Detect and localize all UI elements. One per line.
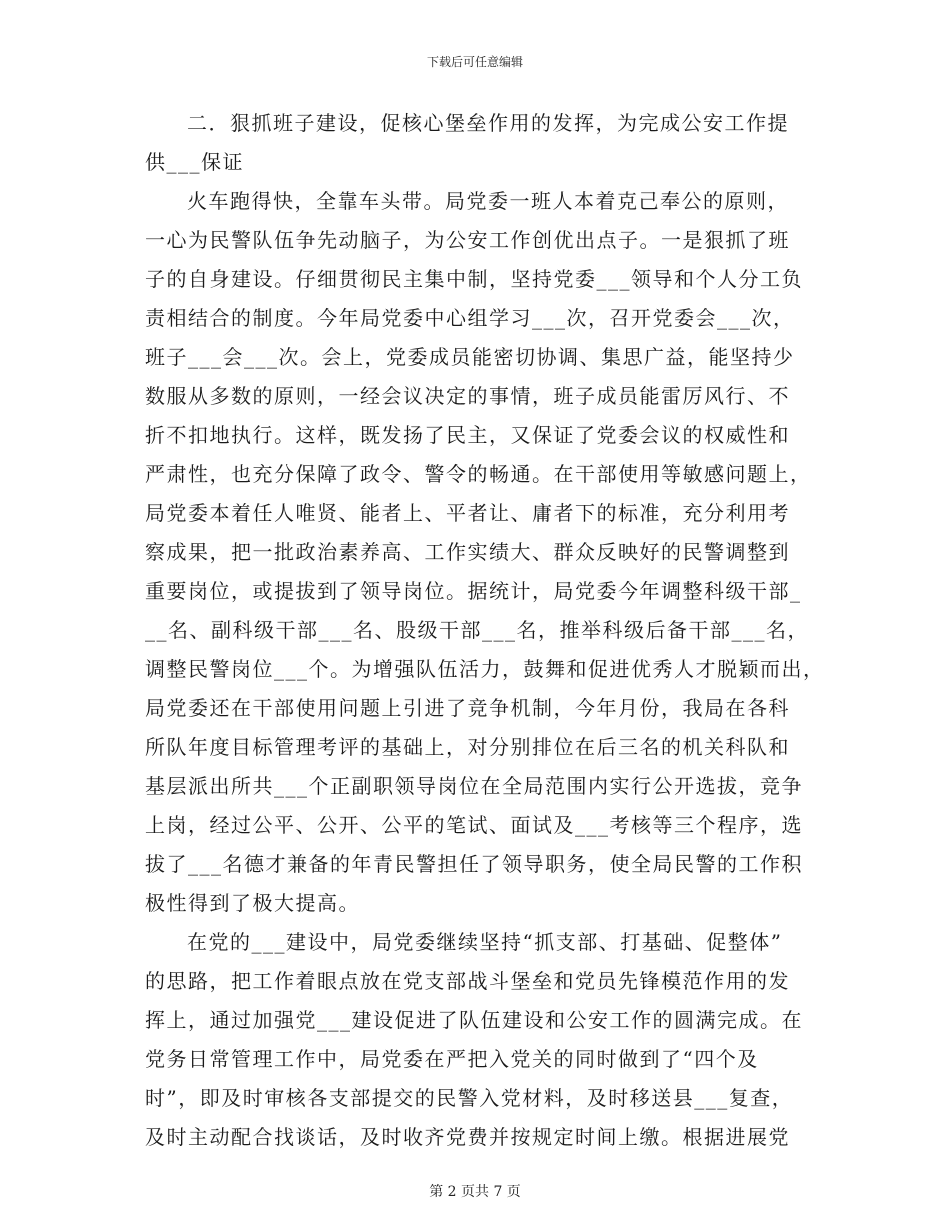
paragraph-line: 调整民警岗位___个。为增强队伍活力，鼓舞和促进优秀人才脱颖而出， bbox=[145, 657, 825, 681]
paragraph-line: 数服从多数的原则，一经会议决定的事情，班子成员能雷厉风行、不 bbox=[145, 384, 790, 408]
paragraph-line: 火车跑得快，全靠车头带。局党委一班人本着克己奉公的原则， bbox=[187, 189, 789, 213]
section-heading-line-2: 供___保证 bbox=[145, 150, 244, 174]
section-heading-line-1: 二．狠抓班子建设，促核心堡垒作用的发挥，为完成公安工作提 bbox=[187, 111, 789, 135]
paragraph-line: 上岗，经过公平、公开、公平的笔试、面试及___考核等三个程序，选 bbox=[145, 813, 803, 837]
paragraph-line: 挥上，通过加强党___建设促进了队伍建设和公安工作的圆满完成。在 bbox=[145, 1008, 803, 1032]
paragraph-line: 子的自身建设。仔细贯彻民主集中制，坚持党委___领导和个人分工负 bbox=[145, 267, 803, 291]
paragraph-line: 基层派出所共___个正副职领导岗位在全局范围内实行公开选拔，竞争 bbox=[145, 774, 803, 798]
paragraph-line: 责相结合的制度。今年局党委中心组学习___次，召开党委会___次， bbox=[145, 306, 795, 330]
paragraph-line: 所队年度目标管理考评的基础上，对分别排位在后三名的机关科队和 bbox=[145, 735, 790, 759]
paragraph-line: 党务日常管理工作中，局党委在严把入党关的同时做到了“四个及 bbox=[145, 1047, 759, 1071]
paragraph-line: 一心为民警队伍争先动脑子，为公安工作创优出点子。一是狠抓了班 bbox=[145, 228, 790, 252]
document-body bbox=[145, 104, 825, 1157]
page-header: 下载后可任意编辑 bbox=[426, 55, 523, 69]
paragraph-line: __名、副科级干部___名、股级干部___名，推举科级后备干部___名， bbox=[145, 618, 809, 642]
paragraph-line: 局党委还在干部使用问题上引进了竞争机制，今年月份，我局在各科 bbox=[145, 696, 790, 720]
paragraph-line: 班子___会___次。会上，党委成员能密切协调、集思广益，能坚持少 bbox=[145, 345, 795, 369]
paragraph-line: 察成果，把一批政治素养高、工作实绩大、群众反映好的民警调整到 bbox=[145, 540, 790, 564]
paragraph-line: 时”，即及时审核各支部提交的民警入党材料，及时移送县___复查， bbox=[145, 1086, 794, 1110]
paragraph-line: 折不扣地执行。这样，既发扬了民主，又保证了党委会议的权威性和 bbox=[145, 423, 790, 447]
paragraph-line: 局党委本着任人唯贤、能者上、平者让、庸者下的标准，充分利用考 bbox=[145, 501, 790, 525]
paragraph-line: 严肃性，也充分保障了政令、警令的畅通。在干部使用等敏感问题上， bbox=[145, 462, 812, 486]
paragraph-line: 的思路，把工作着眼点放在党支部战斗堡垒和党员先锋模范作用的发 bbox=[145, 969, 790, 993]
paragraph-line: 重要岗位，或提拔到了领导岗位。据统计，局党委今年调整科级干部_ bbox=[145, 579, 802, 603]
paragraph-line: 拔了___名德才兼备的年青民警担任了领导职务，使全局民警的工作积 bbox=[145, 852, 803, 876]
paragraph-line: 在党的___建设中，局党委继续坚持“抓支部、打基础、促整体” bbox=[187, 930, 783, 954]
paragraph-line: 及时主动配合找谈话，及时收齐党费并按规定时间上缴。根据进展党 bbox=[145, 1125, 790, 1149]
page-number-footer: 第 2 页共 7 页 bbox=[429, 1184, 521, 1200]
paragraph-line: 极性得到了极大提高。 bbox=[145, 891, 360, 915]
